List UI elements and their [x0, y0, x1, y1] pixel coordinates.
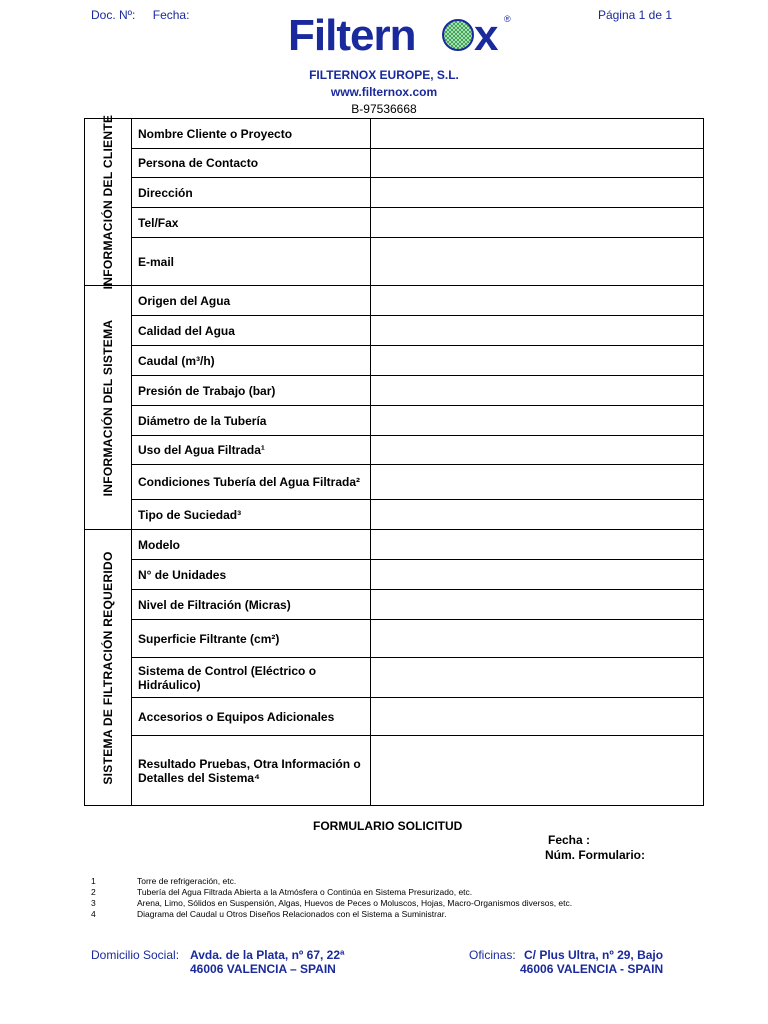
field-label: Condiciones Tubería del Agua Filtrada² [132, 465, 371, 500]
field-label: Origen del Agua [132, 286, 371, 316]
field-label: Caudal (m³/h) [132, 346, 371, 376]
field-label: Uso del Agua Filtrada¹ [132, 436, 371, 465]
field-label: Calidad del Agua [132, 316, 371, 346]
doc-header-left [91, 8, 203, 22]
form-row [85, 178, 704, 208]
field-label: Superficie Filtrante (cm²) [132, 620, 371, 658]
form-row [85, 736, 704, 806]
form-row [85, 346, 704, 376]
offices-address-line1: C/ Plus Ultra, nº 29, Bajo [524, 948, 664, 962]
client-name-input[interactable] [371, 119, 704, 149]
dirt-type-input[interactable] [371, 500, 704, 530]
form-date-label: Fecha : [548, 833, 591, 847]
field-label: Nivel de Filtración (Micras) [132, 590, 371, 620]
flow-rate-input[interactable] [371, 346, 704, 376]
model-input[interactable] [371, 530, 704, 560]
form-row [85, 286, 704, 316]
form-row [85, 465, 704, 500]
form-row [85, 238, 704, 286]
field-label: E-mail [132, 238, 371, 286]
field-label: Sistema de Control (Eléctrico o Hidráulico) [132, 658, 371, 698]
email-input[interactable] [371, 238, 704, 286]
pipe-conditions-input[interactable] [371, 465, 704, 500]
field-label: Accesorios o Equipos Adicionales [132, 698, 371, 736]
section-title: INFORMACIÓN DEL SISTEMA [101, 319, 115, 496]
footnote-item: 3 Arena, Limo, Sólidos en Suspensión, Algas, Huevos de Peces o Moluscos, Hojas, Macro-Organismos diversos, etc. [91, 898, 573, 908]
footnote-item: 1 Torre de refrigeración, etc. [91, 876, 237, 886]
footnotes [91, 876, 572, 920]
field-label: N° de Unidades [132, 560, 371, 590]
section-client-info [85, 114, 132, 290]
section-filtration-system [85, 530, 132, 806]
offices-address-line2: 46006 VALENCIA - SPAIN [520, 962, 664, 976]
svg-text:Filtern: Filtern [288, 11, 416, 58]
request-form-table [84, 114, 704, 806]
company-website[interactable]: www.filternox.com [330, 85, 438, 99]
form-row [85, 149, 704, 178]
field-label: Tipo de Suciedad³ [132, 500, 371, 530]
form-row [85, 620, 704, 658]
section-system-info [85, 286, 132, 530]
form-row [85, 530, 704, 560]
registered-office-label: Domicilio Social: [91, 948, 180, 962]
form-title: FORMULARIO SOLICITUD [313, 819, 463, 833]
field-label: Dirección [132, 178, 371, 208]
filternox-logo [288, 8, 518, 58]
field-label: Modelo [132, 530, 371, 560]
field-label: Persona de Contacto [132, 149, 371, 178]
form-row [85, 376, 704, 406]
field-label: Diámetro de la Tubería [132, 406, 371, 436]
field-label: Resultado Pruebas, Otra Información o Detalles del Sistema⁴ [132, 736, 371, 806]
footnote-item: 4 Diagrama del Caudal u Otros Diseños Relacionados con el Sistema a Suministrar. [91, 909, 447, 919]
form-row [85, 560, 704, 590]
water-origin-input[interactable] [371, 286, 704, 316]
form-row [85, 436, 704, 465]
page-number: Página 1 de 1 [597, 8, 672, 22]
footnote-item: 2 Tubería del Agua Filtrada Abierta a la Atmósfera o Continúa en Sistema Presurizado, etc. [91, 887, 473, 897]
form-row [85, 208, 704, 238]
control-system-input[interactable] [371, 658, 704, 698]
test-results-input[interactable] [371, 736, 704, 806]
tel-fax-input[interactable] [371, 208, 704, 238]
form-number-label: Núm. Formulario: [545, 848, 646, 862]
form-row [85, 658, 704, 698]
svg-text:x: x [474, 11, 499, 58]
company-name: FILTERNOX EUROPE, S.L. [309, 68, 459, 82]
date-label: Fecha: [152, 8, 190, 22]
registered-office-address-line2: 46006 VALENCIA – SPAIN [190, 962, 336, 976]
doc-number-label: Doc. Nº: [91, 8, 136, 22]
offices-label: Oficinas: [469, 948, 516, 962]
svg-text:®: ® [504, 14, 511, 24]
form-row [85, 406, 704, 436]
form-row [85, 316, 704, 346]
form-row [85, 698, 704, 736]
water-quality-input[interactable] [371, 316, 704, 346]
registered-office-address-line1: Avda. de la Plata, nº 67, 22ª [190, 948, 345, 962]
section-title: SISTEMA DE FILTRACIÓN REQUERIDO [101, 550, 115, 785]
tax-id: B-97536668 [351, 102, 417, 116]
filtration-level-input[interactable] [371, 590, 704, 620]
units-input[interactable] [371, 560, 704, 590]
accessories-input[interactable] [371, 698, 704, 736]
working-pressure-input[interactable] [371, 376, 704, 406]
form-row [85, 119, 704, 149]
filter-surface-input[interactable] [371, 620, 704, 658]
field-label: Nombre Cliente o Proyecto [132, 119, 371, 149]
filtered-water-use-input[interactable] [371, 436, 704, 465]
section-title: INFORMACIÓN DEL CLIENTE [101, 114, 115, 290]
form-row [85, 500, 704, 530]
field-label: Tel/Fax [132, 208, 371, 238]
field-label: Presión de Trabajo (bar) [132, 376, 371, 406]
form-row [85, 590, 704, 620]
pipe-diameter-input[interactable] [371, 406, 704, 436]
address-input[interactable] [371, 178, 704, 208]
contact-person-input[interactable] [371, 149, 704, 178]
